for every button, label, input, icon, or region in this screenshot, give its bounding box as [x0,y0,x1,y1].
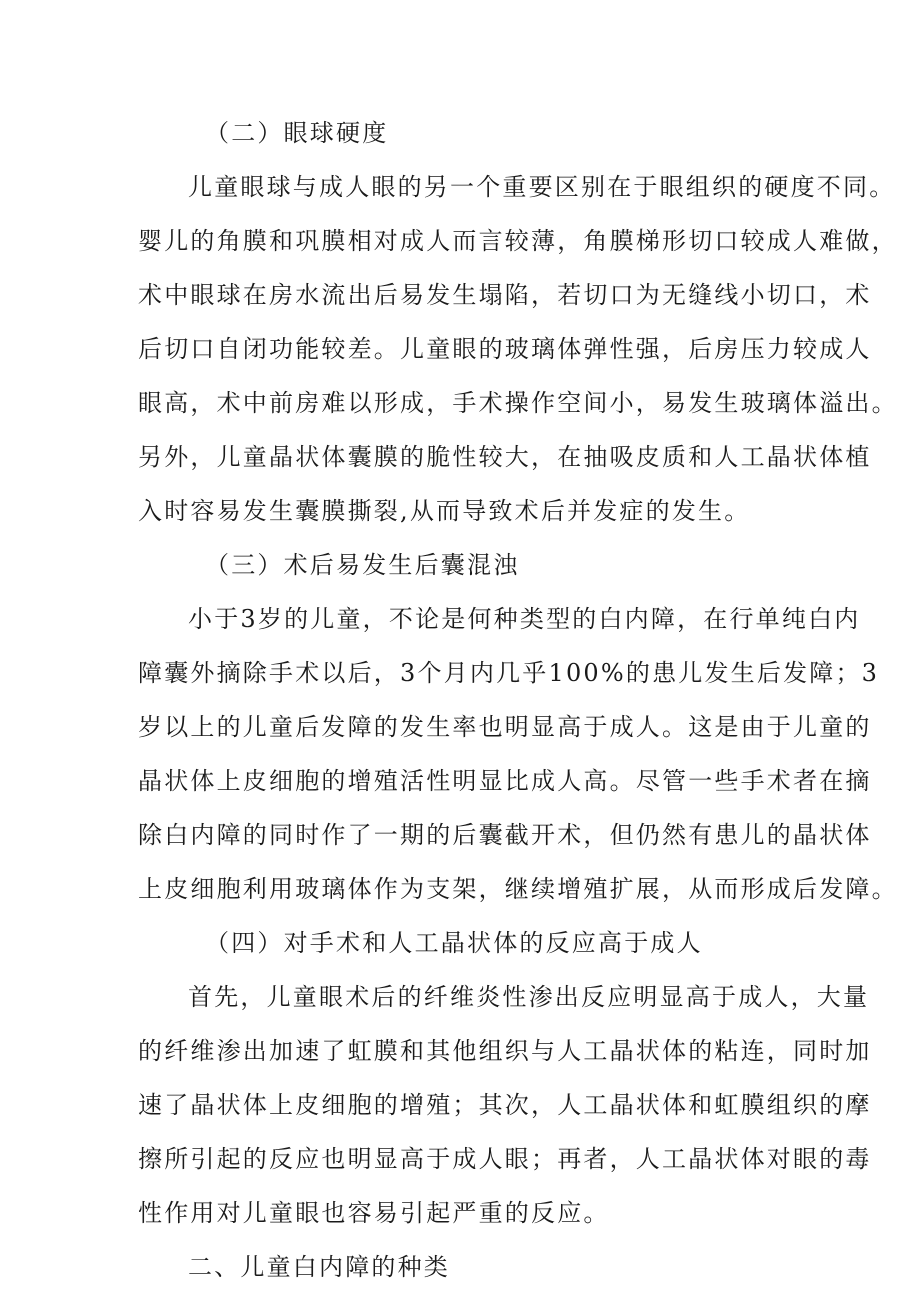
paragraph-line: 术中眼球在房水流出后易发生塌陷，若切口为无缝线小切口，术 [138,281,872,309]
paragraph-line: 擦所引起的反应也明显高于成人眼；再者，人工晶状体对眼的毒 [138,1145,872,1173]
paragraph-line: 婴儿的角膜和巩膜相对成人而言较薄，角膜梯形切口较成人难做， [138,227,898,255]
paragraph-line: 性作用对儿童眼也容易引起严重的反应。 [138,1199,610,1227]
paragraph-line: 速了晶状体上皮细胞的增殖；其次，人工晶状体和虹膜组织的摩 [138,1091,872,1119]
paragraph-line: 另外，儿童晶状体囊膜的脆性较大，在抽吸皮质和人工晶状体植 [138,443,872,471]
paragraph-line: 首先，儿童眼术后的纤维炎性渗出反应明显高于成人，大量 [188,983,870,1011]
paragraph-line: 眼高，术中前房难以形成，手术操作空间小，易发生玻璃体溢出。 [138,389,898,417]
paragraph-line: 小于3岁的儿童，不论是何种类型的白内障，在行单纯白内 [188,605,861,633]
paragraph-line: 入时容易发生囊膜撕裂,从而导致术后并发症的发生。 [138,497,751,525]
subheading-posterior-capsule: （三）术后易发生后囊混浊 [205,551,520,579]
paragraph-line: 晶状体上皮细胞的增殖活性明显比成人高。尽管一些手术者在摘 [138,767,872,795]
paragraph-line: 除白内障的同时作了一期的后囊截开术，但仍然有患儿的晶状体 [138,821,872,849]
paragraph-line: 岁以上的儿童后发障的发生率也明显高于成人。这是由于儿童的 [138,713,872,741]
paragraph-line: 儿童眼球与成人眼的另一个重要区别在于眼组织的硬度不同。 [188,173,896,201]
section-heading-cataract-types: 二、儿童白内障的种类 [188,1253,450,1281]
subheading-eyeball-hardness: （二）眼球硬度 [205,119,389,147]
paragraph-line: 上皮细胞利用玻璃体作为支架，继续增殖扩展，从而形成后发障。 [138,875,898,903]
paragraph-line: 的纤维渗出加速了虹膜和其他组织与人工晶状体的粘连，同时加 [138,1037,872,1065]
paragraph-line: 障囊外摘除手术以后，3个月内几乎100%的患儿发生后发障；3 [138,659,880,687]
paragraph-line: 后切口自闭功能较差。儿童眼的玻璃体弹性强，后房压力较成人 [138,335,872,363]
subheading-surgery-reaction: （四）对手术和人工晶状体的反应高于成人 [205,929,703,957]
